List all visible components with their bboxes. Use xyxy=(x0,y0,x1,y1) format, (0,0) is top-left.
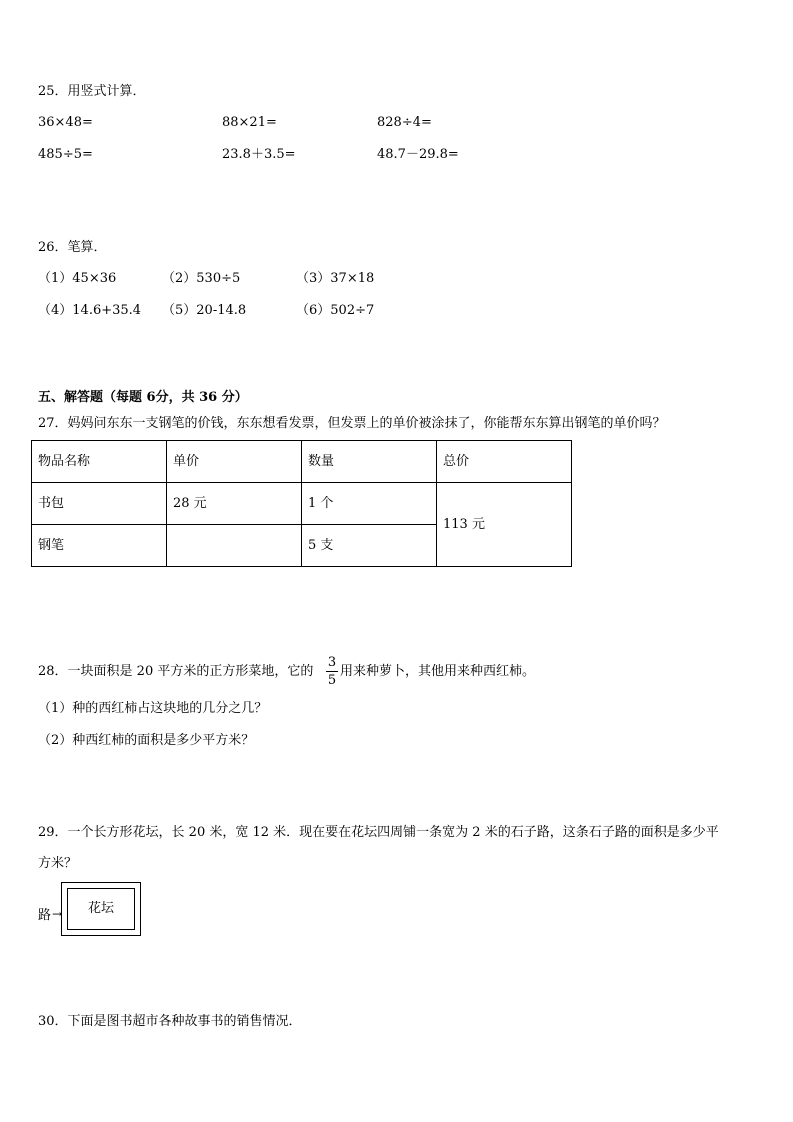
q28-sub-question-1: （1）种的西红柿占这块地的几分之几？ xyxy=(38,701,268,716)
q25-item-3: 828÷4= xyxy=(377,115,432,130)
q28-sub-question-2: （2）种西红柿的面积是多少平方米？ xyxy=(38,733,255,748)
q26-item-4: （4）14.6+35.4 xyxy=(38,303,142,318)
fraction-denominator: 5 xyxy=(327,673,337,688)
table-cell xyxy=(167,525,302,567)
q25-item-6: 48.7－29.8= xyxy=(377,147,459,162)
q26-title: 26．笔算． xyxy=(38,240,107,255)
q25-item-4: 485÷5= xyxy=(38,147,93,162)
q29-text-line2: 方米？ xyxy=(38,856,78,871)
table-header-cell: 单价 xyxy=(167,441,302,483)
q25-title: 25．用竖式计算． xyxy=(38,84,146,99)
table-total-cell: 113 元 xyxy=(437,483,572,567)
q28-text-before: 28．一块面积是 20 平方米的正方形菜地，它的 xyxy=(38,664,314,679)
table-cell: 书包 xyxy=(32,483,167,525)
fraction xyxy=(326,655,338,688)
table-cell: 钢笔 xyxy=(32,525,167,567)
q26-item-5: （5）20-14.8 xyxy=(162,303,247,318)
arrow-right-icon: → xyxy=(52,907,63,921)
q26-item-3: （3）37×18 xyxy=(296,271,375,286)
table-header-cell: 总价 xyxy=(437,441,572,483)
q30-text: 30．下面是图书超市各种故事书的销售情况． xyxy=(38,1014,302,1029)
q25-item-1: 36×48= xyxy=(38,115,93,130)
fraction-bar xyxy=(326,671,338,672)
q26-item-2: （2）530÷5 xyxy=(162,271,241,286)
q27-text: 27．妈妈问东东一支钢笔的价钱，东东想看发票，但发票上的单价被涂抹了，你能帮东东算出钢笔的单价吗？ xyxy=(38,416,666,431)
q27-table xyxy=(31,440,572,567)
section-heading: 五、解答题（每题 6分，共 36 分） xyxy=(38,390,248,405)
table-header-cell: 数量 xyxy=(302,441,437,483)
q26-item-6: （6）502÷7 xyxy=(296,303,375,318)
table-header-cell: 物品名称 xyxy=(32,441,167,483)
fraction-numerator: 3 xyxy=(327,655,337,670)
q25-item-2: 88×21= xyxy=(222,115,277,130)
q29-text-line1: 29．一个长方形花坛，长 20 米，宽 12 米．现在要在花坛四周铺一条宽为 2 米的石子路，这条石子路的面积是多少平 xyxy=(38,825,719,840)
table-cell: 5 支 xyxy=(302,525,437,567)
table-cell: 28 元 xyxy=(167,483,302,525)
flower-bed xyxy=(67,888,135,930)
table-row xyxy=(32,483,572,525)
q26-item-1: （1）45×36 xyxy=(38,271,117,286)
q28-text-after: 用来种萝卜，其他用来种西红柿。 xyxy=(340,664,536,679)
flower-bed-label: 花坛 xyxy=(87,901,114,916)
road-label: 路 xyxy=(38,908,52,923)
table-cell: 1 个 xyxy=(302,483,437,525)
q25-item-5: 23.8＋3.5= xyxy=(222,147,296,162)
table-header-row xyxy=(32,441,572,483)
